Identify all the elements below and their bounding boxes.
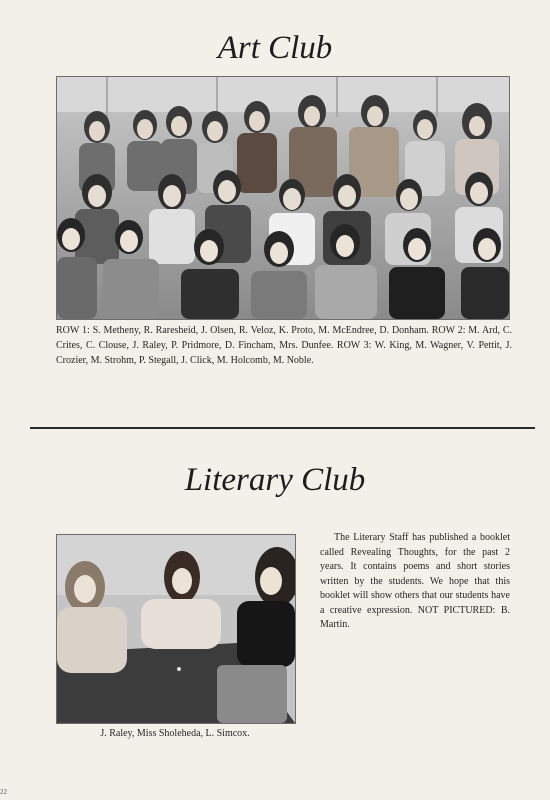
literary-club-caption: J. Raley, Miss Sholeheda, L. Simcox.: [100, 728, 250, 739]
literary-club-description: The Literary Staff has published a booklet called Revealing Thoughts, for the past 2 years. It contains poems and short stories written by the students. We hope that this booklet will show others that our students have a creative expression. NOT PICTURED: B. Martin.: [320, 532, 510, 630]
art-club-caption: ROW 1: S. Metheny, R. Raresheid, J. Olsen, R. Veloz, K. Proto, M. McEndree, D. Donham. ROW 2: M. Ard, C. Crites, C. Clouse, J. Raley, P. Pridmore, D. Fincham, Mrs. Dunfee. ROW 3: W. King, M. Wagner, V. Pettit, J. Crozier, M. Strohm, P. Stegall, J. Click, M. Holcomb, M. Noble.: [56, 325, 512, 366]
section-divider: [30, 427, 535, 429]
literary-club-title: Literary Club: [184, 462, 366, 498]
literary-club-photo: [56, 534, 296, 724]
page-number: 22: [0, 788, 7, 796]
art-club-group-photo: [56, 76, 510, 320]
art-club-title: Art Club: [217, 30, 333, 66]
